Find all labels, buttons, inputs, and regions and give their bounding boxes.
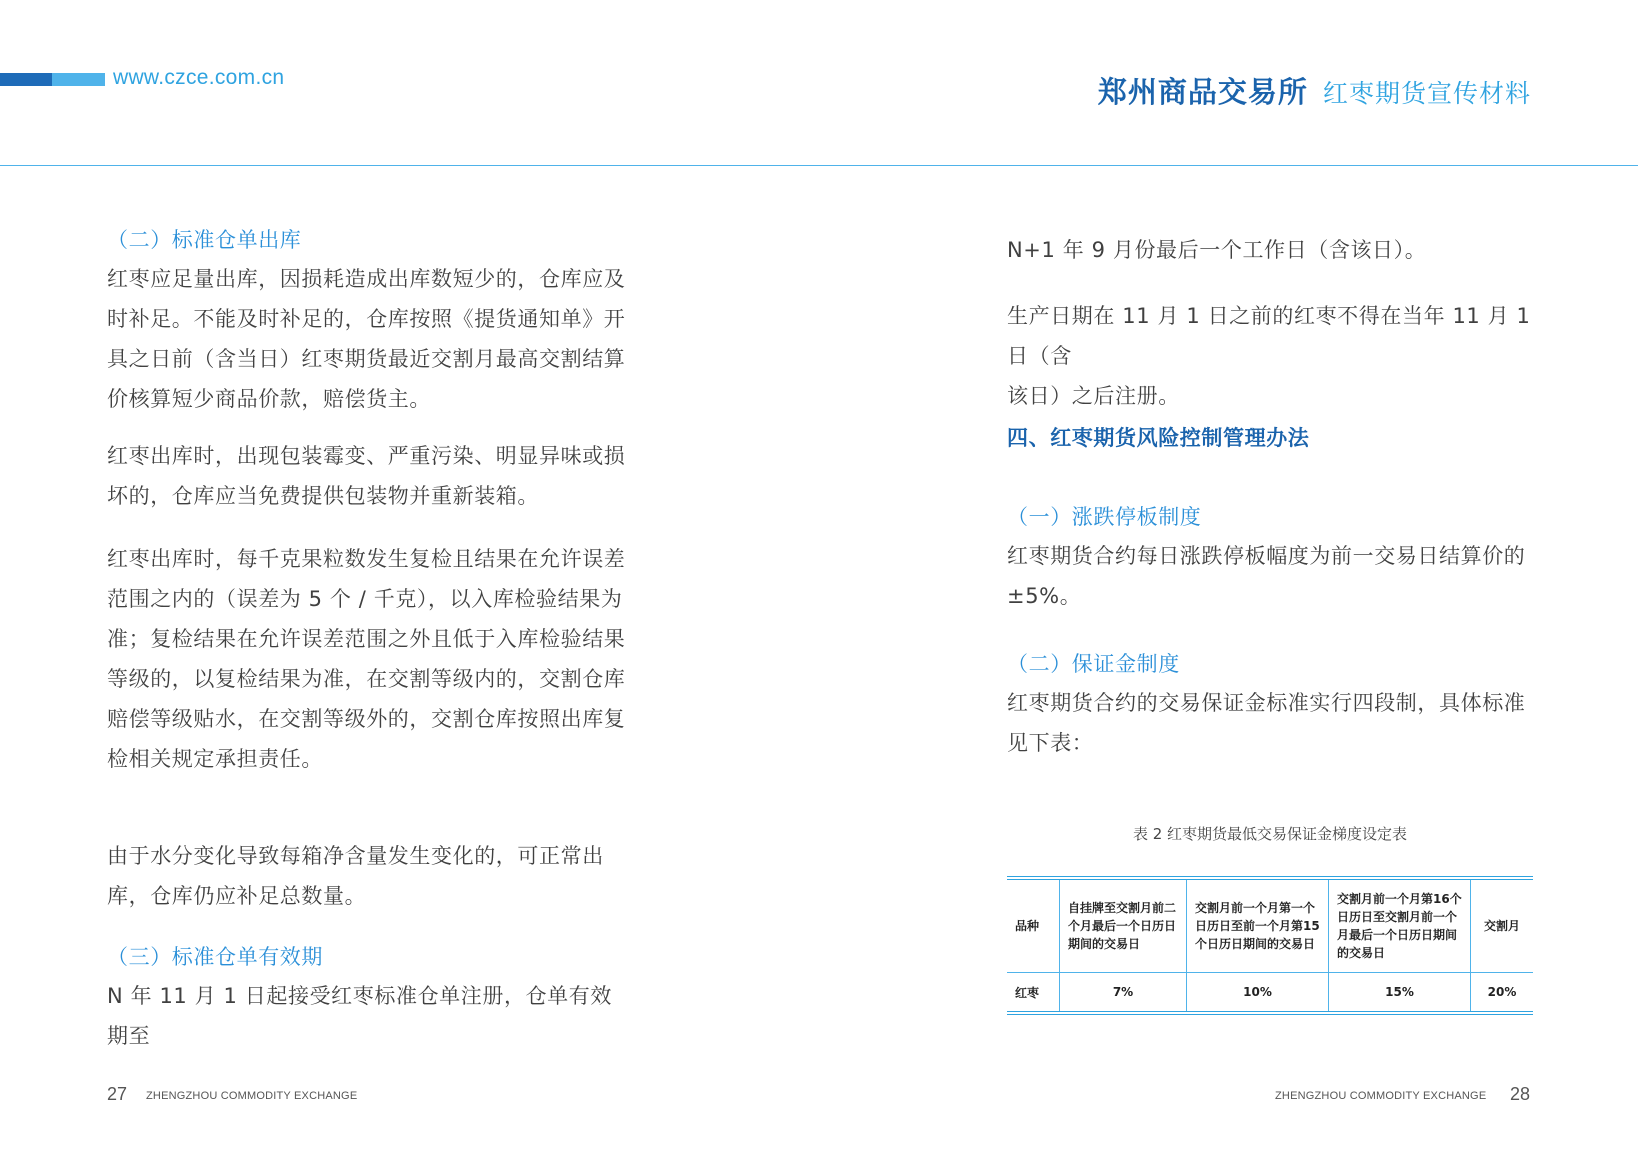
footer-label-left: ZHENGZHOU COMMODITY EXCHANGE [146,1090,358,1102]
brand-subtitle: 红枣期货宣传材料 [1322,79,1531,108]
text-line: 由于水分变化导致每箱净含量发生变化的，可正常出 [107,844,604,868]
text-line: 该日）之后注册。 [1007,384,1180,408]
sub-heading-margin: （二）保证金制度 [1007,652,1180,676]
page-number-left: 27 [107,1084,128,1104]
table-cell: 20% [1471,973,1534,1014]
paragraph-outbound-shortage [107,259,633,419]
table-cell: 红枣 [1007,973,1060,1014]
footer-label-right: ZHENGZHOU COMMODITY EXCHANGE [1275,1090,1487,1102]
text-line: 生产日期在 11 月 1 日之前的红枣不得在当年 11 月 1 日（含 [1007,304,1531,368]
table-caption: 表 2 红枣期货最低交易保证金梯度设定表 [1132,825,1408,843]
sub-heading-price-limit: （一）涨跌停板制度 [1007,505,1202,529]
section-heading-risk-control: 四、红枣期货风险控制管理办法 [1007,426,1310,450]
text-line: 等级的，以复检结果为准，在交割等级内的，交割仓库 [107,667,626,691]
paragraph-validity: N 年 11 月 1 日起接受红枣标准仓单注册，仓单有效期至 [107,984,612,1048]
text-line: 坏的，仓库应当免费提供包装物并重新装箱。 [107,484,539,508]
text-line: ±5%。 [1007,584,1082,608]
table-header-cell: 自挂牌至交割月前二个月最后一个日历日期间的交易日 [1060,878,1187,973]
text-line: 红枣期货合约的交易保证金标准实行四段制，具体标准 [1007,691,1526,715]
margin-table [1007,876,1533,1015]
text-line: 时补足。不能及时补足的，仓库按照《提货通知单》开 [107,307,626,331]
paragraph-packaging [107,436,633,516]
text-line: 见下表： [1007,731,1094,755]
text-line: 赔偿等级贴水，在交割等级外的，交割仓库按照出库复 [107,707,626,731]
text-line: 具之日前（含当日）红枣期货最近交割月最高交割结算 [107,347,626,371]
paragraph-moisture [107,836,633,916]
table-header-cell: 品种 [1015,919,1040,933]
text-line: 检相关规定承担责任。 [107,747,323,771]
table-header-cell: 交割月前一个月第16个日历日至交割月前一个月最后一个日历日期间的交易日 [1329,878,1471,973]
sub-heading-warehouse-outbound: （二）标准仓单出库 [107,228,302,252]
brand-name: 郑州商品交易所 [1097,75,1308,109]
brand-header [1098,70,1531,111]
text-line: 价核算短少商品价款，赔偿货主。 [107,387,431,411]
table-cell: 15% [1329,973,1471,1014]
header-divider [0,165,1638,166]
table-row [1007,973,1533,1014]
site-url[interactable]: www.czce.com.cn [113,66,285,89]
text-line: 红枣出库时，每千克果粒数发生复检且结果在允许误差 [107,547,626,571]
text-line: 准；复检结果在允许误差范围之外且低于入库检验结果 [107,627,626,651]
sub-heading-receipt-validity: （三）标准仓单有效期 [107,945,323,969]
paragraph-margin [1007,683,1533,763]
page-number-right: 28 [1510,1084,1531,1104]
paragraph-validity-continued: N+1 年 9 月份最后一个工作日（含该日）。 [1007,238,1427,262]
table-cell: 7% [1060,973,1187,1014]
header-accent-bar-light [52,73,105,86]
text-line: 红枣期货合约每日涨跌停板幅度为前一交易日结算价的 [1007,544,1526,568]
table-header-cell: 交割月 [1471,878,1534,973]
paragraph-production-date [1007,296,1533,416]
table-cell: 10% [1187,973,1329,1014]
text-line: 范围之内的（误差为 5 个 / 千克），以入库检验结果为 [107,587,623,611]
text-line: 红枣出库时，出现包装霉变、严重污染、明显异味或损 [107,444,626,468]
text-line: 库，仓库仍应补足总数量。 [107,884,367,908]
table-header-cell: 交割月前一个月第一个日历日至前一个月第15个日历日期间的交易日 [1187,878,1329,973]
paragraph-price-limit [1007,536,1533,616]
paragraph-recheck [107,539,633,779]
table-header-row [1007,878,1533,973]
text-line: 红枣应足量出库，因损耗造成出库数短少的，仓库应及 [107,267,626,291]
header-accent-bar-dark [0,73,52,86]
